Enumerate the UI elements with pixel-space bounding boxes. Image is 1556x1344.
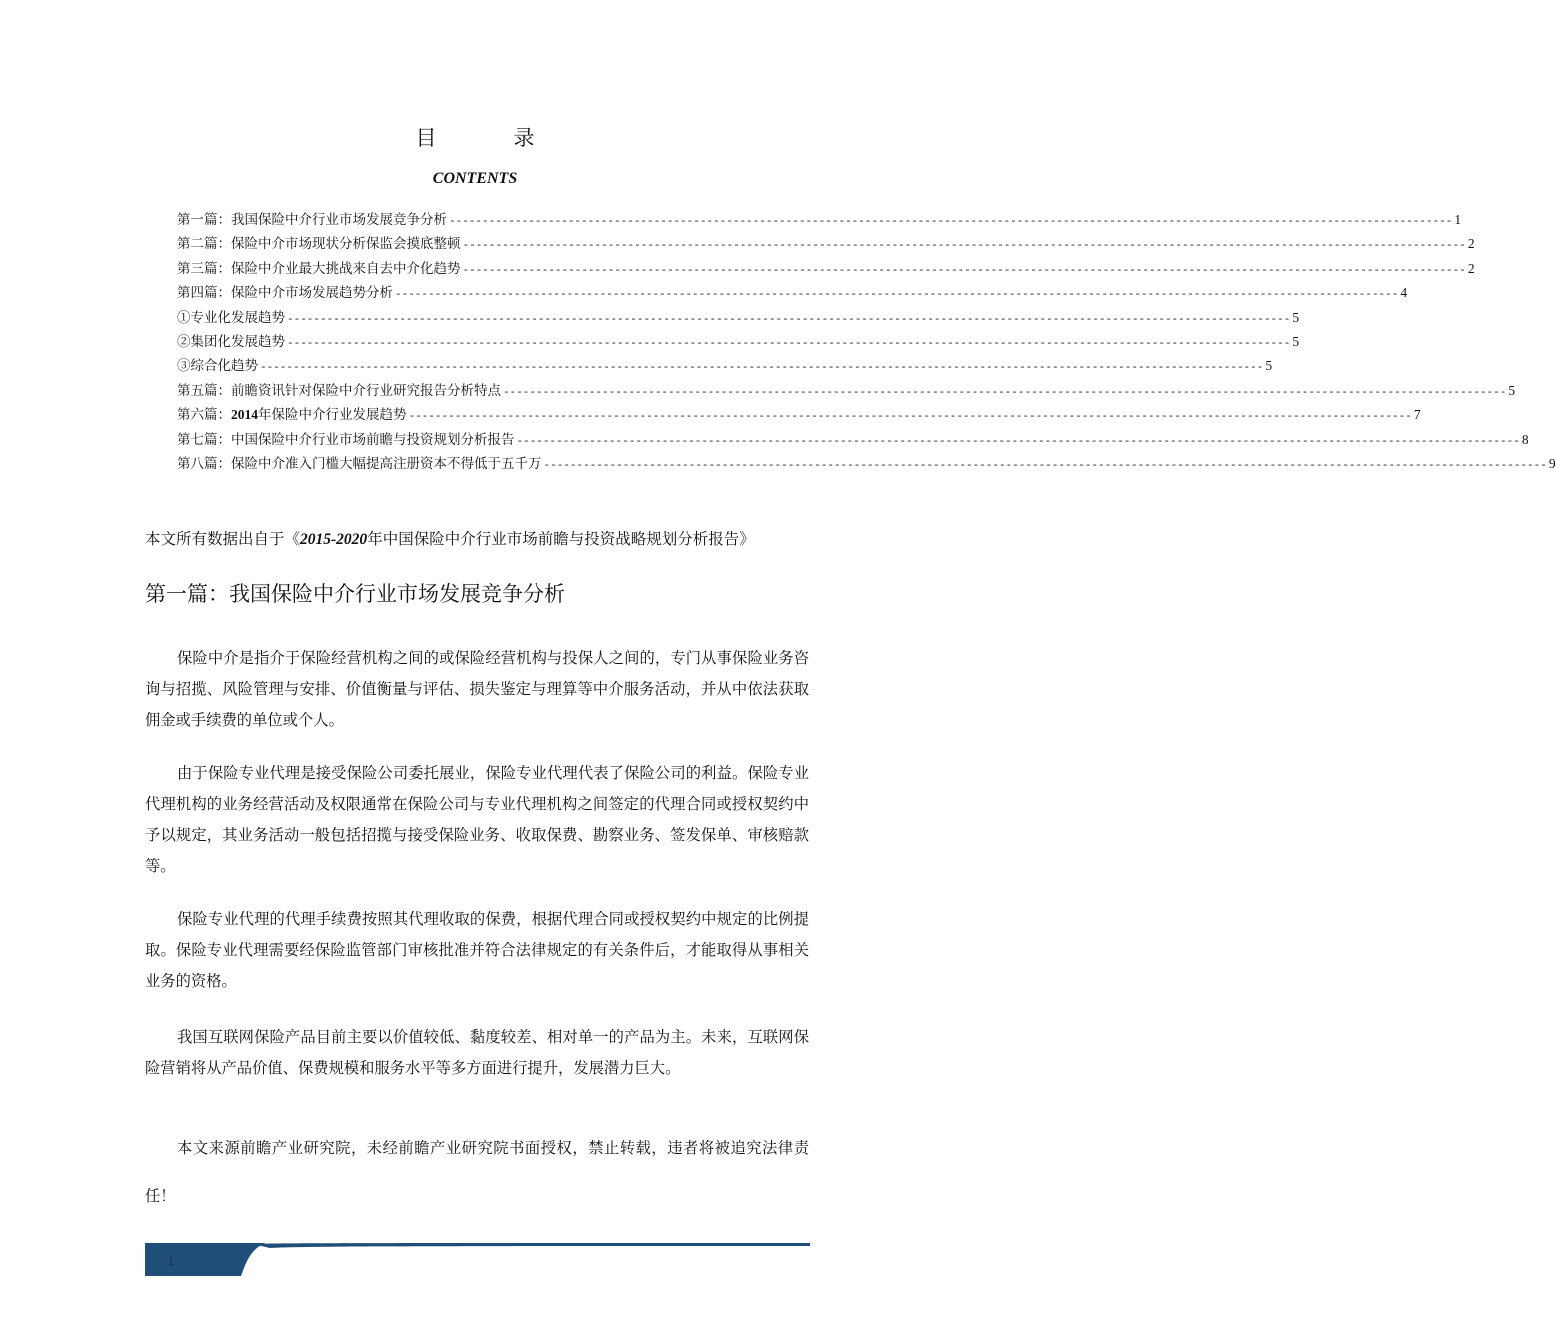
toc-leader: -------------------------------------------------------------------------------------------------------------------------------------------------------- [408,411,1412,424]
toc-entry[interactable] [177,257,1475,281]
toc-leader: -------------------------------------------------------------------------------------------------------------------------------------------------------- [287,313,1291,326]
toc-entry[interactable] [177,403,1421,427]
paragraph-block [145,1124,809,1220]
toc-entry-page: 2 [1467,236,1475,252]
page-number: 1 [168,1256,175,1268]
paragraph-block [145,1022,809,1084]
toc-entry-text: 第八篇：保险中介准入门槛大幅提高注册资本不得低于五千万 [177,455,542,472]
toc-leader: -------------------------------------------------------------------------------------------------------------------------------------------------------- [543,459,1547,472]
toc-leader: -------------------------------------------------------------------------------------------------------------------------------------------------------- [503,386,1507,399]
toc-entry[interactable] [177,208,1462,232]
toc-entry-page: 1 [1454,212,1462,227]
toc-entry-page: 2 [1467,260,1475,276]
source-years: 2015-2020 [300,531,368,548]
toc-entry-text-suffix: 年保险中介行业发展趋势 [258,407,407,424]
body-paragraph: 保险中介是指介于保险经营机构之间的或保险经营机构与投保人之间的，专门从事保险业务咨询与招揽、风险管理与安排、价值衡量与评估、损失鉴定与理算等中介服务活动，并从中依法获取佣金或手续费的单位或个人。 [145,649,809,729]
toc-entry-text: 第二篇：保险中介市场现状分析保监会摸底整顿 [177,236,461,253]
toc-leader: -------------------------------------------------------------------------------------------------------------------------------------------------------- [516,435,1520,448]
toc-entry[interactable] [177,281,1408,305]
toc-title: 目 录 [415,126,563,150]
page-footer [145,1240,810,1276]
body-paragraph: 我国互联网保险产品目前主要以价值较低、黏度较差、相对单一的产品为主。未来，互联网保险营销将从产品价值、保费规模和服务水平等多方面进行提升，发展潜力巨大。 [145,1028,809,1077]
source-statement [145,527,815,549]
toc-entry-text: 第七篇：中国保险中介行业市场前瞻与投资规划分析报告 [177,431,515,448]
body-paragraph: 保险专业代理的代理手续费按照其代理收取的保费，根据代理合同或授权契约中规定的比例提取。保险专业代理需要经保险监管部门审核批准并符合法律规定的有关条件后，才能取得从事相关业务的资格。 [145,910,809,990]
toc-entry[interactable] [177,306,1300,330]
paragraph-block [145,904,809,997]
toc-leader: -------------------------------------------------------------------------------------------------------------------------------------------------------- [462,264,1466,277]
toc-entry-text: 第五篇：前瞻资讯针对保险中介行业研究报告分析特点 [177,382,501,399]
toc-leader: -------------------------------------------------------------------------------------------------------------------------------------------------------- [462,240,1466,253]
toc-entry[interactable] [177,428,1529,452]
toc-entry[interactable] [177,452,1556,476]
copyright-notice: 本文来源前瞻产业研究院，未经前瞻产业研究院书面授权，禁止转载，违者将被追究法律责任！ [145,1139,809,1205]
toc-leader: -------------------------------------------------------------------------------------------------------------------------------------------------------- [260,362,1264,375]
toc-entry-page: 4 [1400,285,1408,301]
toc-entry-page: 5 [1508,382,1516,398]
toc-entry-text: ③综合化趋势 [177,358,258,375]
toc-entry-page: 7 [1413,407,1421,423]
toc-entry-text: 第一篇：我国保险中介行业市场发展竞争分析 [177,212,447,228]
toc-leader: -------------------------------------------------------------------------------------------------------------------------------------------------------- [395,289,1399,302]
toc-subtitle: CONTENTS [432,170,518,187]
source-suffix: 年中国保险中介行业市场前瞻与投资战略规划分析报告》 [367,530,755,548]
toc-entry[interactable] [177,379,1516,403]
toc-entry[interactable] [177,232,1475,256]
section-heading: 第一篇：我国保险中介行业市场发展竞争分析 [145,582,565,606]
toc-entry[interactable] [177,354,1273,378]
toc-entry-text [177,403,407,423]
toc-entry[interactable] [177,330,1300,354]
table-of-contents [177,208,1556,476]
toc-entry-text: 第四篇：保险中介市场发展趋势分析 [177,285,393,302]
toc-leader: -------------------------------------------------------------------------------------------------------------------------------------------------------- [287,337,1291,350]
paragraph-block [145,643,809,736]
footer-bar-graphic [145,1240,810,1276]
toc-entry-text-prefix: 第六篇： [177,407,231,424]
toc-entry-page: 9 [1548,455,1556,471]
toc-entry-page: 5 [1265,358,1273,374]
toc-entry-text: ①专业化发展趋势 [177,309,285,326]
body-paragraph: 由于保险专业代理是接受保险公司委托展业，保险专业代理代表了保险公司的利益。保险专业代理机构的业务经营活动及权限通常在保险公司与专业代理机构之间签定的代理合同或授权契约中予以规定，其业务活动一般包括招揽与接受保险业务、收取保费、勘察业务、签发保单、审核赔款等。 [145,764,809,875]
toc-leader: -------------------------------------------------------------------------------------------------------------------------------------------------------- [449,216,1453,228]
toc-entry-text: 第三篇：保险中介业最大挑战来自去中介化趋势 [177,260,461,277]
toc-entry-page: 5 [1292,333,1300,349]
paragraph-block [145,758,809,882]
toc-entry-year: 2014 [231,407,258,423]
toc-entry-text: ②集团化发展趋势 [177,333,285,350]
source-prefix: 本文所有数据出自于《 [145,530,301,548]
toc-entry-page: 5 [1292,309,1300,325]
toc-entry-page: 8 [1521,431,1529,447]
